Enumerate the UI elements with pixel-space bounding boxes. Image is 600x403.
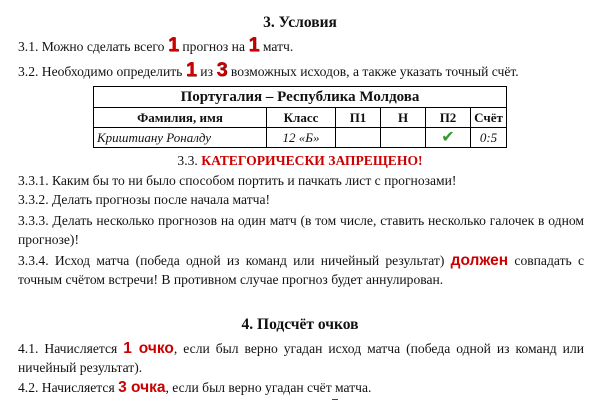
rule-3-1-text-a: 3.1. Можно сделать всего <box>18 39 168 54</box>
rule-4-1-text-a: 4.1. Начисляется <box>18 341 124 356</box>
rule-3-3-4-text-b: совпадать с точным счётом встречи! В противном случае прогноз будет аннулирован. <box>18 253 584 287</box>
match-title: Португалия – Республика Молдова <box>94 87 507 108</box>
rule-3-3-4-text-a: 3.3.4. Исход матча (победа одной из команд или ничейный результат) <box>18 253 451 268</box>
section-4-title: 4. Подсчёт очков <box>241 316 359 333</box>
header-name: Фамилия, имя <box>94 108 267 128</box>
rule-3-3-number: 3.3. <box>177 153 202 168</box>
emphasis-word: должен <box>450 252 509 269</box>
highlight-number: 1 <box>248 34 260 56</box>
rule-3-2-text-c: возможных исходов, а также указать точный счёт. <box>227 64 519 79</box>
rule-4-1-text-b: , если был верно угадан исход матча (победа одной из команд или ничейный результат). <box>18 341 585 375</box>
header-class: Класс <box>267 108 336 128</box>
highlight-number: 1 <box>185 59 197 81</box>
header-score: Счёт <box>471 108 507 128</box>
rule-3-1-text-b: прогноз на <box>178 39 249 54</box>
cell-p1 <box>336 128 381 148</box>
highlight-number: 3 <box>216 59 228 81</box>
section-3-title: 3. Условия <box>263 14 337 31</box>
rule-4-2 <box>18 379 371 397</box>
header-p2: П2 <box>426 108 471 128</box>
rule-3-3-3: 3.3.3. Делать несколько прогнозов на один матч (в том числе, ставить несколько галочек в одном прогнозе)! <box>18 213 584 247</box>
rule-3-2-text-b: из <box>196 64 217 79</box>
cell-name: Криштиану Роналду <box>94 128 267 148</box>
header-p1: П1 <box>336 108 381 128</box>
cell-class: 12 «Б» <box>267 128 336 148</box>
rule-3-3-1: 3.3.1. Каким бы то ни было способом портить и пачкать лист с прогнозами! <box>18 173 457 188</box>
rule-3-1-text-c: матч. <box>259 39 294 54</box>
rule-3-1 <box>18 34 294 56</box>
rule-4-2-text-b: , если был верно угадан счёт матча. <box>165 380 372 395</box>
rule-4-2-text-a: 4.2. Начисляется <box>18 380 119 395</box>
points-label: 1 очко <box>123 340 174 357</box>
header-draw: Н <box>381 108 426 128</box>
cell-score: 0:5 <box>471 128 507 148</box>
table-row <box>94 128 507 148</box>
prediction-table <box>93 86 507 148</box>
table-header-row <box>94 108 507 128</box>
rule-3-3-4 <box>18 251 584 289</box>
rule-3-2 <box>18 59 519 81</box>
rule-4-1 <box>18 339 584 377</box>
rule-3-2-text-a: 3.2. Необходимо определить <box>18 64 186 79</box>
prohibited-label: КАТЕГОРИЧЕСКИ ЗАПРЕЩЕНО! <box>201 153 423 168</box>
rule-3-3-2: 3.3.2. Делать прогнозы после начала матча! <box>18 192 271 207</box>
cell-draw <box>381 128 426 148</box>
rule-3-3 <box>0 153 600 169</box>
cell-p2 <box>426 128 471 148</box>
highlight-number: 1 <box>167 34 179 56</box>
points-label: 3 очка <box>118 379 166 396</box>
checkmark-icon: ✔ <box>441 126 455 146</box>
page-edge-mark <box>332 399 338 400</box>
